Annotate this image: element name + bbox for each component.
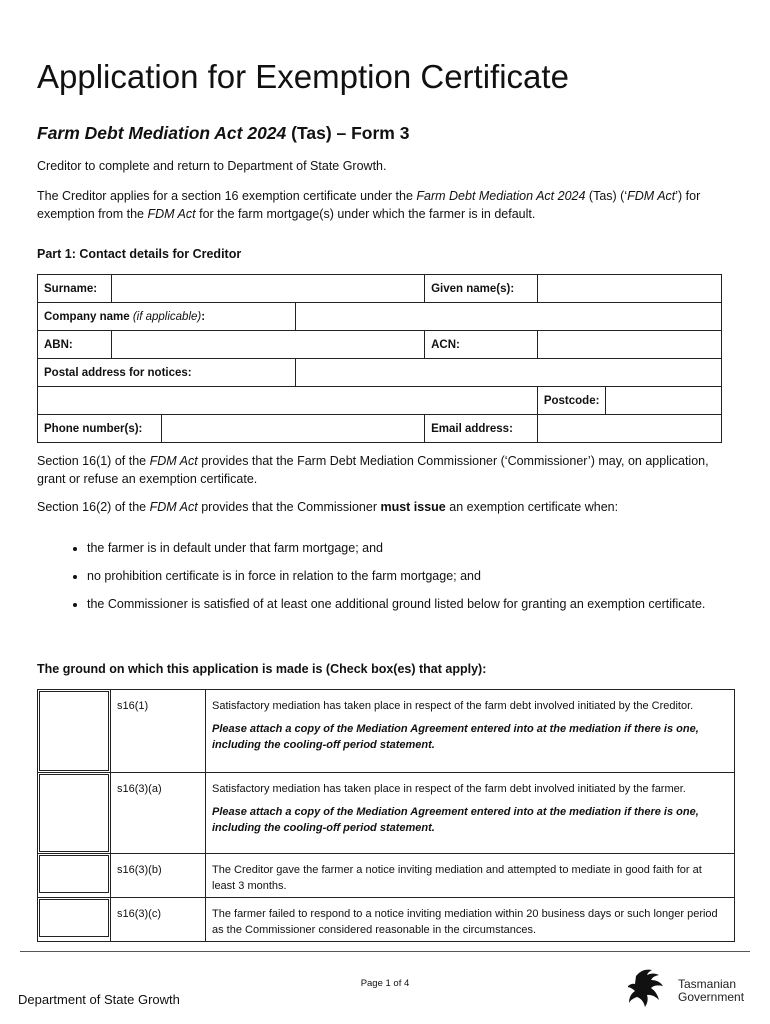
postal-address-label: Postal address for notices:: [38, 359, 296, 387]
email-label: Email address:: [425, 415, 538, 443]
department-name: Department of State Growth: [18, 992, 180, 1007]
surname-input[interactable]: [112, 275, 424, 302]
contact-details-table: [37, 274, 722, 443]
form-number: (Tas) – Form 3: [286, 123, 410, 143]
tasmanian-devil-icon: [628, 966, 676, 1008]
acn-label: ACN:: [425, 331, 538, 359]
email-input[interactable]: [538, 415, 721, 442]
acn-input[interactable]: [538, 331, 721, 358]
company-name-label: Company name (if applicable):: [38, 303, 296, 331]
tasmanian-government-logo: [628, 966, 754, 1008]
company-name-input[interactable]: [296, 303, 721, 330]
list-item: • the farmer is in default under that farm mortgage; and: [87, 540, 727, 557]
phone-label: Phone number(s):: [38, 415, 162, 443]
ground-s16-1-checkbox[interactable]: [39, 691, 109, 771]
ground-section: s16(3)(c): [111, 898, 206, 942]
table-row: [38, 854, 735, 898]
postal-address-input[interactable]: [296, 359, 721, 386]
ground-description: The Creditor gave the farmer a notice inviting mediation and attempted to mediate in good faith for at least 3 months.: [206, 854, 735, 898]
table-row: [38, 773, 735, 854]
ground-section: s16(1): [111, 690, 206, 773]
postcode-label: Postcode:: [537, 387, 606, 415]
page-number: Page 1 of 4: [360, 978, 410, 989]
grounds-table: [37, 689, 735, 942]
ground-description: The farmer failed to respond to a notice inviting mediation within 20 business days or such longer period as the Commissioner considered reasonable in the circumstances.: [206, 898, 735, 942]
given-names-label: Given name(s):: [425, 275, 538, 303]
form-subtitle: [37, 123, 409, 144]
list-item: • the Commissioner is satisfied of at least one additional ground listed below for granting an exemption certificate.: [87, 596, 727, 613]
section-16-2-text: Section 16(2) of the FDM Act provides that the Commissioner must issue an exemption certificate when:: [37, 500, 619, 514]
abn-input[interactable]: [112, 331, 424, 358]
conditions-list: [37, 540, 727, 624]
part1-heading: Part 1: Contact details for Creditor: [37, 247, 242, 261]
ground-section: s16(3)(b): [111, 854, 206, 898]
logo-wordmark: Tasmanian Government: [678, 977, 745, 1004]
given-names-input[interactable]: [538, 275, 721, 302]
surname-label: Surname:: [38, 275, 112, 303]
section-16-1-text: Section 16(1) of the FDM Act provides that the Farm Debt Mediation Commissioner (‘Commissioner’) may, on application, grant or refuse an exemption certificate.: [37, 454, 709, 486]
intro-instruction: Creditor to complete and return to Department of State Growth.: [37, 159, 387, 173]
grounds-heading: The ground on which this application is made is (Check box(es) that apply):: [37, 662, 487, 676]
intro-application-text: The Creditor applies for a section 16 exemption certificate under the Farm Debt Mediation Act 2024 (Tas) (‘FDM Act’) for exemption from the FDM Act for the farm mortgage(s) under which the farmer is in default.: [37, 189, 701, 221]
ground-s16-3b-checkbox[interactable]: [39, 855, 109, 893]
postcode-input[interactable]: [606, 387, 721, 414]
table-row: [38, 690, 735, 773]
ground-description: Satisfactory mediation has taken place in respect of the farm debt involved initiated by the Creditor. Please attach a copy of the Mediation Agreement entered into at the mediation if there is one, including the cooling-off period statement.: [206, 690, 735, 773]
ground-section: s16(3)(a): [111, 773, 206, 854]
act-name: Farm Debt Mediation Act 2024: [37, 123, 287, 143]
postal-address-line2-input[interactable]: [38, 387, 537, 414]
ground-s16-3a-checkbox[interactable]: [39, 774, 109, 852]
footer-divider: [20, 951, 750, 952]
ground-s16-3c-checkbox[interactable]: [39, 899, 109, 937]
ground-description: Satisfactory mediation has taken place in respect of the farm debt involved initiated by the farmer. Please attach a copy of the Mediation Agreement entered into at the mediation if there is one, including the cooling-off period statement.: [206, 773, 735, 854]
page-title: Application for Exemption Certificate: [37, 58, 569, 95]
phone-input[interactable]: [162, 415, 424, 442]
abn-label: ABN:: [38, 331, 112, 359]
table-row: [38, 898, 735, 942]
list-item: • no prohibition certificate is in force in relation to the farm mortgage; and: [87, 568, 727, 585]
